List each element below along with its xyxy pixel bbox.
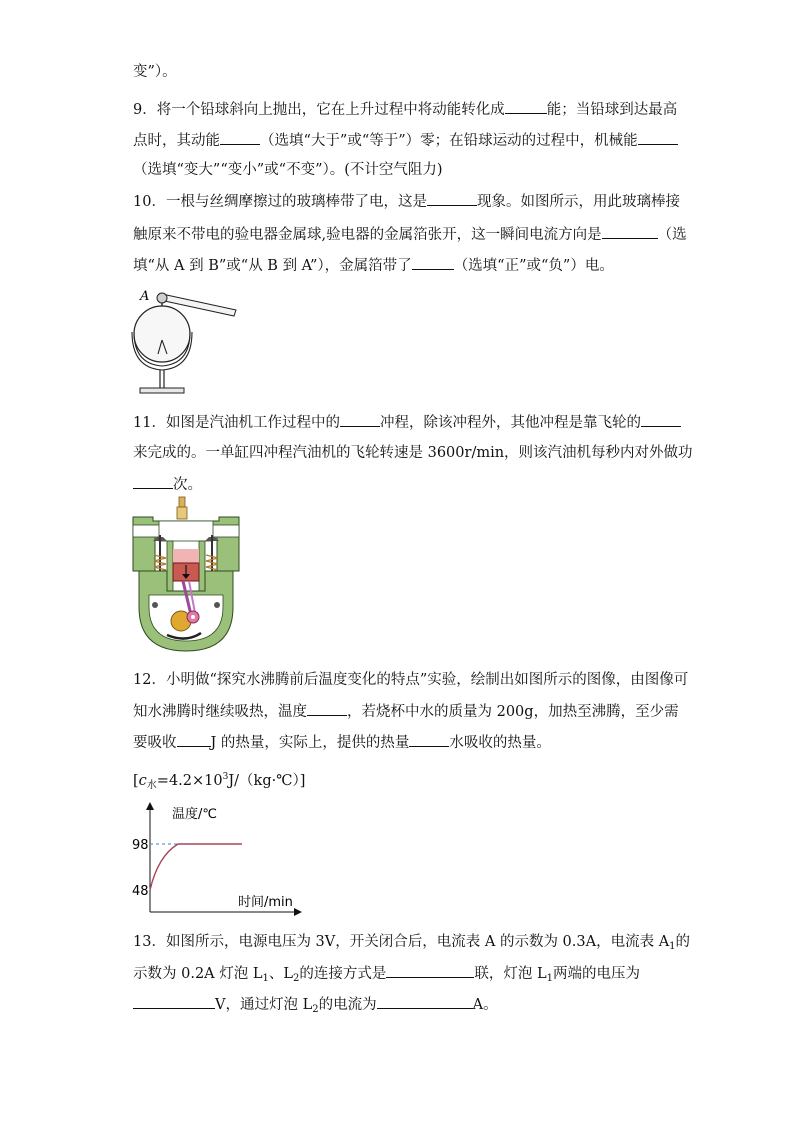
answer-blank[interactable] — [177, 732, 211, 747]
answer-blank[interactable] — [427, 191, 477, 206]
answer-blank[interactable] — [340, 412, 380, 427]
y-tick-48: 48 — [132, 884, 149, 899]
metal-ball — [157, 293, 167, 303]
question-10-line-2: 触原来不带电的验电器金属球,验电器的金属箔张开，这一瞬间电流方向是 （选 — [133, 224, 687, 245]
question-12-line-3: 要吸收 J 的热量，实际上，提供的热量 水吸收的热量。 — [133, 732, 551, 753]
answer-blank[interactable] — [409, 732, 449, 747]
answer-blank[interactable] — [307, 701, 347, 716]
x-axis-label: 时间/min — [238, 895, 293, 910]
y-axis-label: 温度/℃ — [172, 807, 217, 822]
answer-blank[interactable] — [638, 130, 678, 145]
glass-jar — [134, 306, 190, 362]
answer-blank[interactable] — [602, 224, 658, 239]
gasoline-engine-figure — [131, 495, 241, 655]
question-13-line-3: V，通过灯泡 $L_2$的电流为 A。 — [133, 994, 498, 1020]
question-12-line-2: 知水沸腾时继续吸热，温度 ，若烧杯中水的质量为 200g，加热至沸腾，至少需 — [133, 701, 679, 722]
question-10-line-3: 填“从 A 到 B”或“从 B 到 A”），金属箔带了 （选填“正”或“负”）电。 — [133, 255, 614, 276]
line-tail: 变”）。 — [133, 64, 177, 80]
question-9-line-3: （选填“变大”“变小”或“不变”）。(不计空气阻力) — [133, 162, 443, 178]
question-9-line-1: 9．将一个铅球斜向上抛出，它在上升过程中将动能转化成 能；当铅球到达最高 — [133, 99, 677, 120]
answer-blank[interactable] — [386, 963, 474, 978]
question-12-line-1: 12．小明做“探究水沸腾前后温度变化的特点”实验，绘制出如图所示的图像，由图像可 — [133, 672, 689, 688]
answer-blank[interactable] — [133, 994, 215, 1009]
question-11-line-1: 11．如图是汽油机工作过程中的 冲程，除该冲程外，其他冲程是靠飞轮的 — [133, 412, 681, 433]
label-a: A — [140, 289, 150, 304]
spark-plug — [179, 497, 185, 507]
y-tick-98: 98 — [132, 838, 149, 853]
answer-blank[interactable] — [412, 255, 454, 270]
heating-curve — [150, 844, 178, 890]
stand-base — [140, 388, 184, 393]
answer-blank[interactable] — [505, 99, 547, 114]
answer-blank[interactable] — [641, 412, 681, 427]
electroscope-figure — [130, 284, 240, 396]
question-11-line-2: 来完成的。一单缸四冲程汽油机的飞轮转速是 3600r/min，则该汽油机每秒内对外做功 — [133, 445, 693, 461]
answer-blank[interactable] — [377, 994, 473, 1009]
question-10-line-1: 10．一根与丝绸摩擦过的玻璃棒带了电，这是 现象。如图所示，用此玻璃棒接 — [133, 191, 680, 212]
specific-heat-note: $[c_水=4.2\times 10^3J/(kg\cdot℃)]$ — [133, 772, 306, 791]
answer-blank[interactable] — [220, 130, 260, 145]
question-11-line-3: 次。 — [133, 474, 202, 495]
question-9-line-2: 点时，其动能 （选填“大于”或“等于”）零；在铅球运动的过程中，机械能 — [133, 130, 678, 151]
temperature-time-graph — [128, 800, 308, 918]
answer-blank[interactable] — [133, 474, 173, 489]
question-13-line-2: 示数为 0.2A 灯泡 $L_1$、$L_2$的连接方式是 联，灯泡 $L_1$两端的电压为 — [133, 963, 640, 989]
question-13-line-1: 13．如图所示，电源电压为 3V，开关闭合后，电流表 A 的示数为 0.3A，电流表 $A_1$的 — [133, 934, 691, 952]
